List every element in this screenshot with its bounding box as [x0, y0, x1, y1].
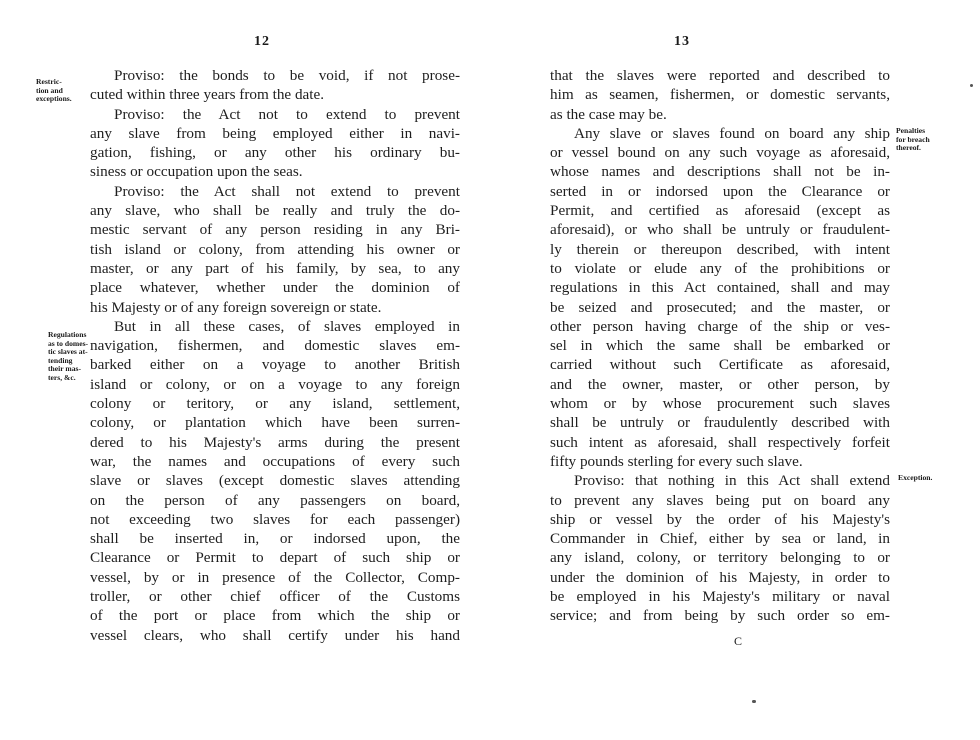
text-line: be seized and prosecuted; and the master, or	[550, 298, 890, 316]
text-line: to prevent any slaves being put on board any	[550, 491, 890, 509]
text-line: ship or vessel by the order of his Majesty's	[550, 510, 890, 528]
text-line: that the slaves were reported and described to	[550, 67, 890, 84]
text-line: Proviso: the Act not to extend to prevent	[114, 105, 460, 123]
margin-note-line: Restric-	[36, 77, 62, 86]
text-line: barked either on a voyage to another British	[90, 356, 460, 374]
text-line: vessel clears, who shall certify under his hand	[90, 626, 460, 644]
text-line: as the case may be.	[550, 105, 667, 123]
text-line: of the port or place from which the ship or	[90, 607, 460, 625]
text-line: whom or by whose procurement such slaves	[550, 395, 890, 413]
text-line: Permit, and certified as aforesaid (except as	[550, 202, 890, 220]
text-line: Commander in Chief, either by sea or land, in	[550, 530, 890, 548]
text-line: mestic servant of any person residing in any Bri-	[90, 221, 460, 239]
right-page	[490, 0, 980, 740]
signature-mark: C	[734, 634, 743, 648]
margin-note-restriction	[36, 78, 88, 104]
text-line: him as seamen, fishermen, or domestic servants,	[550, 86, 890, 104]
text-line: any slave from being employed either in navi-	[90, 124, 460, 142]
text-line: not exceeding two slaves for each passenger)	[90, 510, 460, 528]
text-line: vessel, by or in presence of the Collector, Comp-	[90, 568, 460, 586]
text-line: island or colony, or on a voyage to any foreign	[90, 375, 460, 393]
text-line: carried without such Certificate as aforesaid,	[550, 356, 890, 374]
text-line: serted in or indorsed upon the Clearance or	[550, 182, 890, 200]
ink-speck	[752, 700, 756, 703]
text-line: such intent as aforesaid, shall respectively forfeit	[550, 433, 890, 451]
text-line: Clearance or Permit to depart of such ship or	[90, 549, 460, 567]
margin-note-line: tic slaves at-	[48, 347, 88, 357]
text-line: ly therein or thereupon described, with intent	[550, 240, 890, 258]
text-line: his Majesty or of any foreign sovereign or state.	[90, 298, 382, 316]
text-line: colony or teritory, or any island, settlement,	[90, 395, 460, 413]
text-line: gation, fishing, or any other his ordinary bu-	[90, 144, 460, 162]
margin-note-line: tending	[48, 355, 73, 365]
text-line: whose names and descriptions shall not be in-	[550, 163, 890, 181]
margin-note-exception	[898, 474, 968, 483]
text-line: to violate or elude any of the prohibitions or	[550, 259, 890, 277]
body-text	[550, 66, 890, 626]
text-line: shall be untruly or fraudulently described with	[550, 414, 890, 432]
margin-note-line: Penalties	[896, 126, 926, 135]
text-line: war, the names and occupations of every such	[90, 452, 460, 470]
margin-note-line: Regulations	[48, 330, 87, 339]
ink-speck	[970, 84, 973, 87]
text-line: Proviso: the Act shall not extend to prevent	[114, 182, 460, 200]
text-line: or vessel bound on any such voyage as aforesaid,	[550, 144, 890, 162]
text-line: aforesaid), or who shall be untruly or fraudulent-	[550, 221, 890, 239]
text-line: slave or slaves (except domestic slaves attending	[90, 472, 460, 490]
text-line: tish island or colony, from attending his owner or	[90, 240, 460, 258]
text-line: colony, or plantation which have been surren-	[90, 414, 460, 432]
margin-note-line: exceptions.	[36, 94, 72, 104]
text-line: But in all these cases, of slaves employed in	[114, 317, 460, 335]
text-line: Proviso: the bonds to be void, if not prose-	[114, 67, 460, 84]
text-line: and the owner, master, or other person, by	[550, 375, 890, 393]
text-line: master, or any part of his family, by sea, to any	[90, 259, 460, 277]
margin-note-line: thereof.	[896, 143, 921, 153]
page-number: 12	[254, 34, 270, 49]
page-number: 13	[674, 34, 690, 49]
margin-note-penalties	[896, 127, 966, 153]
text-line: cuted within three years from the date.	[90, 86, 325, 104]
text-line: place whatever, whether under the dominion of	[90, 279, 460, 297]
margin-note-line: ters, &c.	[48, 372, 76, 382]
text-line: on the person of any passengers on board,	[90, 491, 460, 509]
text-line: sel in which the same shall be embarked or	[550, 337, 890, 355]
text-line: any island, colony, or territory belonging to or	[550, 549, 890, 567]
text-line: fifty pounds sterling for every such slave.	[550, 452, 803, 470]
text-line: siness or occupation upon the seas.	[90, 163, 303, 181]
text-line: service; and from being by such order so em-	[550, 607, 890, 625]
text-line: Proviso: that nothing in this Act shall extend	[574, 472, 890, 490]
margin-note-line: their mas-	[48, 364, 81, 374]
text-line: be employed in his Majesty's military or naval	[550, 588, 890, 606]
text-line: under the dominion of his Majesty, in order to	[550, 568, 890, 586]
text-line: troller, or other chief officer of the Customs	[90, 588, 460, 606]
text-line: regulations in this Act contained, shall and may	[550, 279, 890, 297]
text-line: other person having charge of the ship or ves-	[550, 317, 890, 335]
text-line: shall be inserted in, or indorsed upon, the	[90, 530, 460, 548]
text-line: Any slave or slaves found on board any ship	[574, 124, 890, 142]
body-text	[90, 66, 460, 645]
text-line: navigation, fishermen, and domestic slaves em-	[90, 337, 460, 355]
text-line: any slave, who shall be really and truly the do-	[90, 202, 460, 220]
margin-note-line: tion and	[36, 85, 63, 95]
margin-note-line: Exception.	[898, 473, 933, 482]
text-line: dered to his Majesty's arms during the present	[90, 433, 460, 451]
margin-note-line: as to domes-	[48, 338, 89, 348]
margin-note-line: for breach	[896, 134, 930, 144]
